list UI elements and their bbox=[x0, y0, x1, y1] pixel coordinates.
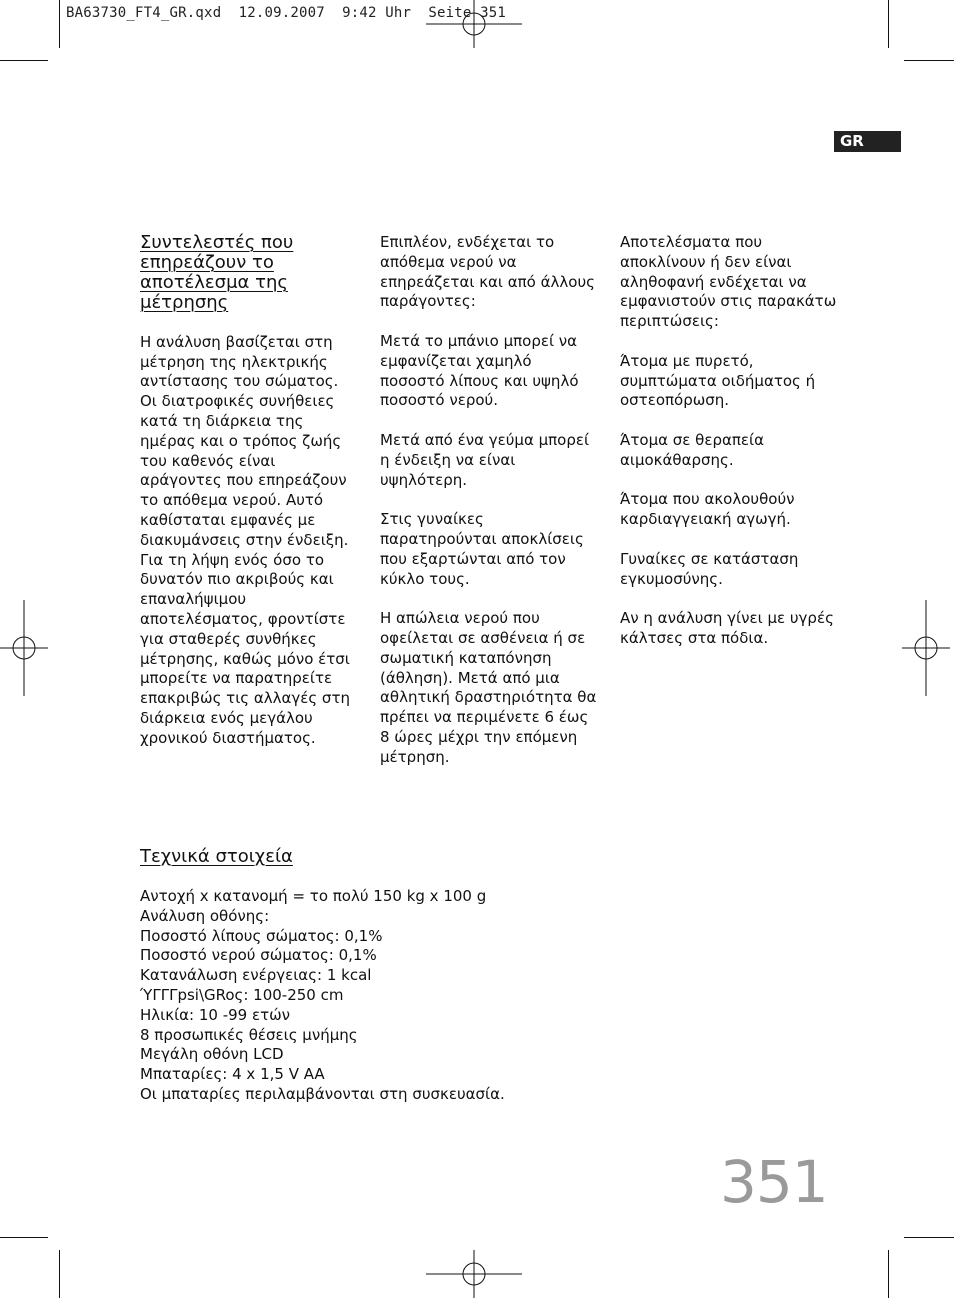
list-item: Ποσοστό νερού σώματος: 0,1% bbox=[140, 946, 377, 965]
paragraph: Άτομα σε θεραπεία αιμοκάθαρσης. bbox=[620, 430, 764, 469]
paragraph: Γυναίκες σε κατάσταση εγκυμοσύνης. bbox=[620, 549, 799, 588]
technical-data-heading: Τεχνικά στοιχεία bbox=[140, 846, 293, 867]
paragraph: Άτομα που ακολουθούν καρδιαγγειακή αγωγή. bbox=[620, 490, 795, 529]
column-2 bbox=[380, 233, 600, 787]
printer-slug: BA63730_FT4_GR.qxd 12.09.2007 9:42 Uhr Seite 351 bbox=[66, 5, 507, 21]
paragraph: Επιπλέον, ενδέχεται το απόθεμα νερού να επηρεάζεται και από άλλους παράγοντες: bbox=[380, 233, 595, 311]
technical-data-list bbox=[140, 887, 505, 1105]
paragraph: Αποτελέσματα που αποκλίνουν ή δεν είναι αληθοφανή ενδέχεται να εμφανιστούν στις παρακάτω περιπτώσεις: bbox=[620, 233, 837, 331]
list-item: Μπαταρίες: 4 x 1,5 V AA bbox=[140, 1065, 325, 1084]
list-item: 8 προσωπικές θέσεις μνήμης bbox=[140, 1025, 358, 1044]
registration-mark-left bbox=[0, 600, 48, 696]
registration-mark-bottom bbox=[426, 1250, 522, 1298]
list-item: Οι μπαταρίες περιλαμβάνονται στη συσκευασία. bbox=[140, 1084, 505, 1103]
paragraph: Μετά το μπάνιο μπορεί να εμφανίζεται χαμηλό ποσοστό λίπους και υψηλό ποσοστό νερού. bbox=[380, 331, 579, 410]
paragraph: Άτομα με πυρετό, συμπτώματα οιδήματος ή οστεοπόρωση. bbox=[620, 351, 816, 410]
registration-mark-right bbox=[902, 600, 950, 696]
page-number: 351 bbox=[720, 1148, 828, 1216]
column-1 bbox=[140, 233, 355, 768]
column-3 bbox=[620, 233, 840, 669]
paragraph: Μετά από ένα γεύμα μπορεί η ένδειξη να είναι υψηλότερη. bbox=[380, 430, 590, 489]
registration-mark-top bbox=[426, 0, 522, 48]
list-item: Αντοχή x κατανομή = το πολύ 150 kg x 100 g bbox=[140, 887, 487, 905]
language-tab: GR bbox=[834, 131, 901, 152]
list-item: Ηλικία: 10 -99 ετών bbox=[140, 1005, 291, 1024]
paragraph: Στις γυναίκες παρατηρούνται αποκλίσεις που εξαρτώνται από τον κύκλο τους. bbox=[380, 510, 584, 588]
list-item: Μεγάλη οθόνη LCD bbox=[140, 1045, 284, 1064]
list-item: Κατανάλωση ενέργειας: 1 kcal bbox=[140, 966, 372, 985]
list-item: Ανάλυση οθόνης: bbox=[140, 906, 270, 925]
paragraph: Η απώλεια νερού που οφείλεται σε ασθένεια ή σε σωματική καταπόνηση (άθληση). Μετά από μια αθλητική δραστηριότητα θα πρέπει να περιμένετε 6 έως 8 ώρες μέχρι την επόμενη μέτρηση. bbox=[380, 609, 597, 766]
paragraph: Αν η ανάλυση γίνει με υγρές κάλτσες στα πόδια. bbox=[620, 609, 834, 647]
paragraph: Η ανάλυση βασίζεται στη μέτρηση της ηλεκτρικής αντίστασης του σώματος. Οι διατροφικές συνήθειες κατά τη διάρκεια της ημέρας και ο τρόπος ζωής του καθενός είναι αράγοντες που επηρεάζουν το απόθεμα νερού. Αυτό καθίσταται εμφανές με διακυμάνσεις στην ένδειξη. Για τη λήψη ενός όσο το δυνατόν πιο ακριβούς και επαναλήψιμου αποτελέσματος, φροντίστε για σταθερές συνθήκες μέτρησης, καθώς μόνο έτσι μπορείτε να παρατηρείτε επακριβώς τις αλλαγές στη διάρκεια ενός μεγάλου χρονικού διαστήματος. bbox=[140, 332, 350, 747]
list-item: Ποσοστό λίπους σώματος: 0,1% bbox=[140, 926, 383, 945]
section-heading-factors: Συντελεστές που επηρεάζουν το αποτέλεσμα της μέτρησης bbox=[140, 232, 294, 313]
list-item: ΎΓΓΓpsi\GRoς: 100-250 cm bbox=[140, 985, 344, 1004]
